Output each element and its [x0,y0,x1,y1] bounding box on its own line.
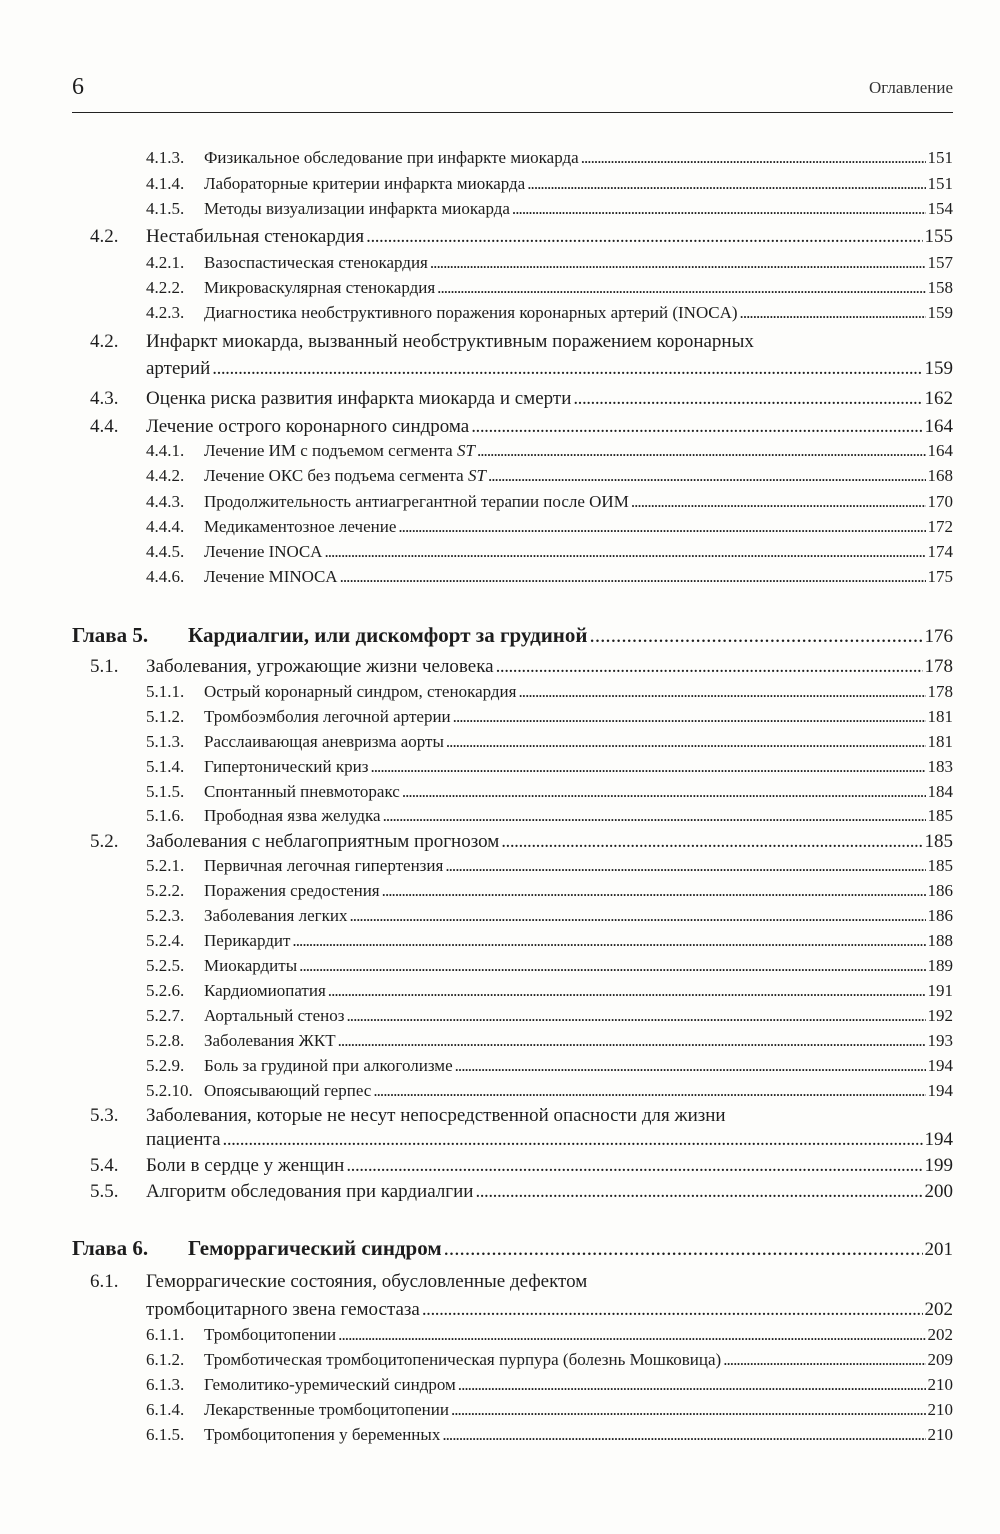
toc-entry-number: 5.2. [90,831,119,852]
toc-dot-leader [338,1325,925,1345]
toc-page-number: 159 [924,358,953,379]
toc-entry-title [204,148,579,168]
toc-entry-title-text: Физикальное обследование при инфаркте миокарда [204,148,579,167]
toc-page-number: 186 [927,881,953,900]
toc-entry-title [204,732,444,752]
toc-entry-title-row [204,466,953,486]
toc-entry-title [204,303,738,323]
toc-entry-title-row [204,732,953,752]
toc-entry-title-text: Первичная легочная гипертензия [204,856,444,875]
toc-page-number: 176 [924,626,953,647]
toc-entry-title-text: Лечение ИМ с подъемом сегмента [204,441,457,460]
toc-dot-leader [496,656,923,678]
toc-entry-title-row [204,278,953,298]
toc-entry-title-row [204,931,953,951]
toc-dot-leader [223,1129,923,1151]
toc-entry-title-text: Заболевания легких [204,906,348,925]
toc-entry-number: 5.4. [90,1155,119,1176]
toc-dot-leader [382,881,926,901]
toc-entry-title-row [204,1375,953,1395]
toc-entry-title-row [204,199,953,219]
toc-entry-title [204,466,486,486]
toc-dot-leader [350,906,926,926]
toc-dot-leader [383,806,926,826]
toc-entry-title [146,831,499,853]
toc-entry-title-text: Геморрагический синдром [188,1236,442,1260]
toc-entry-title-row [204,782,953,802]
toc-dot-leader [573,388,922,410]
toc-entry-title-row [146,226,953,248]
toc-entry-title-row [204,1081,953,1101]
toc-page-number: 184 [927,782,953,801]
toc-entry-title-row [204,253,953,273]
toc-entry-title-text: Боль за грудиной при алкоголизме [204,1056,453,1075]
toc-dot-leader [402,782,926,802]
toc-entry-title-row [146,656,953,678]
toc-entry-title-line1: Геморрагические состояния, обусловленные дефектом [146,1271,588,1292]
toc-dot-leader [212,358,922,380]
toc-entry-title-text: Перикардит [204,931,291,950]
toc-entry-title-text: Вазоспастическая стенокардия [204,253,428,272]
toc-entry-number: 5.2.3. [146,906,185,925]
toc-entry-title-text: Лечение ОКС без подъема сегмента [204,466,468,485]
toc-page-number: 199 [924,1155,953,1176]
toc-entry-number: 5.2.7. [146,1006,185,1025]
toc-dot-leader [453,707,926,727]
toc-entry-number: 5.2.9. [146,1056,185,1075]
toc-dot-leader [346,1006,925,1026]
toc-entry-title-text: артерий [146,358,211,379]
toc-dot-leader [527,174,925,194]
toc-entry-title-row [204,757,953,777]
toc-entry-number: 5.2.10. [146,1081,193,1100]
toc-entry-title-row [204,174,953,194]
toc-page-number: 181 [927,732,953,751]
toc-entry-title-row [146,1299,953,1321]
toc-entry-title-italic: ST [467,466,486,485]
toc-page-number: 210 [927,1425,953,1444]
toc-entry-title-text: Тромбоэмболия легочной артерии [204,707,451,726]
toc-entry-title [146,1181,473,1203]
toc-entry-number: 4.1.5. [146,199,185,218]
toc-entry-number: Глава 5. [72,623,149,647]
toc-entry-title-line1: Заболевания, которые не несут непосредственной опасности для жизни [146,1105,726,1126]
toc-page-number: 164 [924,416,953,437]
toc-entry-title [204,981,326,1001]
toc-entry-title [204,492,629,512]
toc-entry-number: 5.2.2. [146,881,185,900]
toc-entry-title-row [146,831,953,853]
toc-entry-title-row [146,1129,953,1151]
toc-entry-number: 4.1.3. [146,148,185,167]
toc-entry-title-row [204,148,953,168]
toc-dot-leader [477,441,926,461]
toc-dot-leader [324,542,925,562]
toc-entry-title-row [146,358,953,380]
toc-entry-title-text: Тромбоцитопения у беременных [204,1425,441,1444]
toc-entry-title-row [204,881,953,901]
toc-entry-title-text: Оценка риска развития инфаркта миокарда и смерти [146,388,572,409]
toc-page-number: 151 [927,174,953,193]
toc-entry-title-text: Миокардиты [204,956,298,975]
toc-page-number: 192 [927,1006,953,1025]
toc-page-number: 193 [927,1031,953,1050]
toc-entry-number: 5.1.3. [146,732,185,751]
toc-dot-leader [328,981,926,1001]
toc-entry-title [204,906,348,926]
toc-page-number: 200 [924,1181,953,1202]
toc-page-number: 185 [924,831,953,852]
toc-entry-title-text: Гемолитико-уремический синдром [204,1375,456,1394]
toc-dot-leader [723,1350,925,1370]
toc-page-number: 209 [927,1350,953,1369]
toc-entry-number: 5.5. [90,1181,119,1202]
toc-dot-leader [442,1425,925,1445]
toc-dot-leader [444,1236,923,1261]
toc-entry-title-row [146,416,953,438]
toc-entry-title [204,707,451,727]
toc-entry-title [204,1325,336,1345]
toc-dot-leader [340,567,926,587]
toc-entry-title-text: пациента [146,1129,221,1150]
toc-entry-title-row [204,1350,953,1370]
toc-entry-title-row [204,1400,953,1420]
toc-entry-title-text: Тромботическая тромбоцитопеническая пурпура (болезнь Мошковица) [204,1350,722,1369]
toc-entry-title [204,1031,336,1051]
toc-entry-number: 5.1.6. [146,806,185,825]
toc-entry-title-text: Продолжительность антиагрегантной терапии после ОИМ [204,492,629,511]
toc-entry-title [146,656,494,678]
running-title: Оглавление [869,78,953,97]
toc-page-number: 185 [927,856,953,875]
page-number: 6 [72,74,84,100]
toc-entry-number: 5.2.8. [146,1031,185,1050]
toc-entry-title [204,856,443,876]
toc-entry-number: 6.1.3. [146,1375,185,1394]
toc-entry-number: 4.2. [90,226,119,247]
toc-page-number: 202 [924,1299,953,1320]
toc-dot-leader [512,199,926,219]
toc-entry-title [146,1129,221,1151]
toc-entry-number: 4.3. [90,388,119,409]
toc-dot-leader [455,1056,926,1076]
toc-entry-number: 4.4.6. [146,567,185,586]
toc-entry-title [188,623,588,648]
toc-entry-title-row [204,1006,953,1026]
toc-entry-title-text: Заболевания с неблагоприятным прогнозом [146,831,500,852]
toc-entry-number: 4.1.4. [146,174,185,193]
toc-dot-leader [338,1031,926,1051]
toc-entry-title [204,1375,456,1395]
toc-entry-title [204,782,400,802]
toc-entry-title [204,682,516,702]
toc-page-number: 178 [927,682,953,701]
toc-entry-title-text: Лечение MINOCA [204,567,338,586]
toc-entry-title [204,441,475,461]
toc-entry-number: 4.4.5. [146,542,185,561]
toc-entry-number: 4.4.1. [146,441,185,460]
toc-dot-leader [366,226,922,248]
toc-entry-title-row [204,1031,953,1051]
toc-entry-title-text: Кардиомиопатия [204,981,326,1000]
toc-page-number: 175 [927,567,953,586]
toc-entry-title-italic: ST [456,441,475,460]
toc-entry-title [146,226,364,248]
toc-entry-title-text: Опоясывающий герпес [204,1081,372,1100]
toc-entry-title-row [204,1325,953,1345]
toc-entry-title-text: Аортальный стеноз [204,1006,345,1025]
toc-entry-number: 5.1.4. [146,757,185,776]
toc-dot-leader [631,492,926,512]
toc-entry-title-row [204,567,953,587]
toc-entry-title-row [204,856,953,876]
toc-entry-title [146,358,210,380]
toc-dot-leader [445,856,925,876]
toc-dot-leader [471,416,922,438]
toc-page-number: 188 [927,931,953,950]
toc-entry-number: 6.1.2. [146,1350,185,1369]
toc-entry-number: 5.2.5. [146,956,185,975]
toc-page-number: 183 [927,757,953,776]
toc-entry-title [204,199,510,219]
toc-entry-title-text: Диагностика необструктивного поражения коронарных артерий (INOCA) [204,303,738,322]
toc-entry-title [204,1425,440,1445]
toc-entry-title-text: Боли в сердце у женщин [146,1155,345,1176]
toc-entry-title-line1: Инфаркт миокарда, вызванный необструктивным поражением коронарных [146,331,754,352]
toc-entry-title-row [204,707,953,727]
toc-entry-number: 6.1.1. [146,1325,185,1344]
toc-dot-leader [451,1400,926,1420]
toc-page-number: 210 [927,1400,953,1419]
toc-entry-title-row [188,1236,953,1261]
toc-entry-title-row [146,1155,953,1177]
toc-dot-leader [501,831,922,853]
toc-entry-title [188,1236,442,1261]
toc-dot-leader [475,1181,922,1203]
toc-entry-number: Глава 6. [72,1236,149,1260]
toc-entry-title [204,174,525,194]
toc-entry-title-text: Лабораторные критерии инфаркта миокарда [204,174,526,193]
toc-entry-title [204,542,322,562]
toc-entry-number: 5.1.5. [146,782,185,801]
toc-entry-number: 5.1.2. [146,707,185,726]
toc-entry-number: 5.2.6. [146,981,185,1000]
toc-entry-title-row [204,906,953,926]
toc-page-number: 151 [927,148,953,167]
toc-dot-leader [590,623,923,648]
toc-entry-title [204,1400,449,1420]
toc-entry-title [204,806,381,826]
toc-dot-leader [422,1299,923,1321]
toc-dot-leader [488,466,926,486]
toc-entry-title-row [146,1181,953,1203]
toc-entry-title [204,931,290,951]
toc-entry-title-row [188,623,953,648]
toc-entry-title-text: Заболевания ЖКТ [204,1031,336,1050]
toc-entry-number: 4.4.4. [146,517,185,536]
toc-entry-number: 5.2.1. [146,856,185,875]
toc-entry-number: 4.2.1. [146,253,185,272]
toc-entry-title-row [204,492,953,512]
toc-entry-title-text: Поражения средостения [204,881,380,900]
toc-entry-number: 5.3. [90,1105,119,1126]
toc-page-number: 185 [927,806,953,825]
toc-entry-title [146,1299,420,1321]
toc-page-number: 194 [924,1129,953,1150]
toc-entry-title [204,1056,453,1076]
toc-dot-leader [370,757,925,777]
toc-entry-title [204,1006,344,1026]
toc-dot-leader [446,732,926,752]
toc-page-number: 201 [924,1239,953,1260]
toc-entry-title-text: Лекарственные тромбоцитопении [204,1400,449,1419]
toc-entry-title-text: Прободная язва желудка [204,806,381,825]
toc-entry-title-row [204,956,953,976]
toc-page-number: 158 [927,278,953,297]
toc-dot-leader [292,931,925,951]
toc-page-number: 170 [927,492,953,511]
toc-dot-leader [373,1081,925,1101]
toc-entry-title-row [204,441,953,461]
toc-entry-title-row [204,1425,953,1445]
toc-dot-leader [299,956,925,976]
toc-page-number: 159 [927,303,953,322]
toc-entry-title-text: Спонтанный пневмоторакс [204,782,400,801]
toc-page-number: 178 [924,656,953,677]
toc-entry-title-text: Кардиалгии, или дискомфорт за грудиной [188,623,588,647]
toc-entry-title [204,253,428,273]
toc-dot-leader [458,1375,926,1395]
toc-entry-title [204,567,338,587]
toc-entry-number: 4.2.3. [146,303,185,322]
toc-dot-leader [740,303,926,323]
toc-entry-title [204,757,368,777]
toc-entry-title-row [204,981,953,1001]
toc-page-number: 189 [927,956,953,975]
toc-entry-title [204,1081,371,1101]
toc-dot-leader [398,517,925,537]
toc-entry-number: 6.1.4. [146,1400,185,1419]
toc-entry-number: 4.2. [90,331,119,352]
toc-entry-number: 4.4.2. [146,466,185,485]
toc-entry-title-text: Расслаивающая аневризма аорты [204,732,444,751]
toc-entry-title-row [146,388,953,410]
toc-page-number: 164 [927,441,953,460]
toc-entry-number: 5.1.1. [146,682,185,701]
toc-entry-number: 4.4. [90,416,119,437]
toc-entry-number: 5.1. [90,656,119,677]
toc-page-number: 194 [927,1056,953,1075]
toc-entry-title [204,278,435,298]
toc-entry-title-text: тромбоцитарного звена гемостаза [146,1299,420,1320]
toc-entry-title-text: Заболевания, угрожающие жизни человека [146,656,494,677]
toc-entry-title-row [204,1056,953,1076]
toc-entry-title [204,956,297,976]
toc-page-number: 194 [927,1081,953,1100]
toc-entry-title-text: Лечение острого коронарного синдрома [146,416,470,437]
toc-entry-number: 6.1. [90,1271,119,1292]
toc-page-number: 155 [924,226,953,247]
toc-page-number: 186 [927,906,953,925]
toc-page-number: 191 [927,981,953,1000]
toc-page-number: 168 [927,466,953,485]
toc-page-number: 181 [927,707,953,726]
toc-entry-title-text: Алгоритм обследования при кардиалгии [146,1181,474,1202]
toc-entry-title [204,881,380,901]
toc-entry-title [146,388,571,410]
toc-entry-title [146,416,469,438]
toc-dot-leader [437,278,925,298]
toc-entry-title [204,1350,721,1370]
toc-entry-title-text: Микроваскулярная стенокардия [204,278,436,297]
toc-page-number: 162 [924,388,953,409]
toc-page-number: 210 [927,1375,953,1394]
toc-entry-title-row [204,806,953,826]
toc-page-number: 154 [927,199,953,218]
toc-entry-title-text: Острый коронарный синдром, стенокардия [204,682,517,701]
toc-entry-title [204,517,396,537]
toc-page-number: 174 [927,542,953,561]
toc-page-number: 157 [927,253,953,272]
toc-entry-number: 4.2.2. [146,278,185,297]
toc-entry-number: 4.4.3. [146,492,185,511]
toc-page-number: 172 [927,517,953,536]
toc-entry-title-text: Методы визуализации инфаркта миокарда [204,199,510,218]
toc-entry-title-text: Нестабильная стенокардия [146,226,365,247]
toc-dot-leader [430,253,926,273]
toc-entry-title-row [204,682,953,702]
toc-entry-title-row [204,542,953,562]
toc-dot-leader [518,682,925,702]
toc-page-number: 202 [927,1325,953,1344]
toc-entry-title-text: Гипертонический криз [204,757,369,776]
toc-entry-title-text: Лечение INOCA [204,542,323,561]
toc-entry-title-text: Медикаментозное лечение [204,517,397,536]
toc-entry-number: 6.1.5. [146,1425,185,1444]
toc-entry-number: 5.2.4. [146,931,185,950]
toc-entry-title-row [204,303,953,323]
toc-entry-title [146,1155,344,1177]
toc-entry-title-row [204,517,953,537]
toc-dot-leader [346,1155,922,1177]
toc-dot-leader [581,148,926,168]
toc-entry-title-text: Тромбоцитопении [204,1325,337,1344]
